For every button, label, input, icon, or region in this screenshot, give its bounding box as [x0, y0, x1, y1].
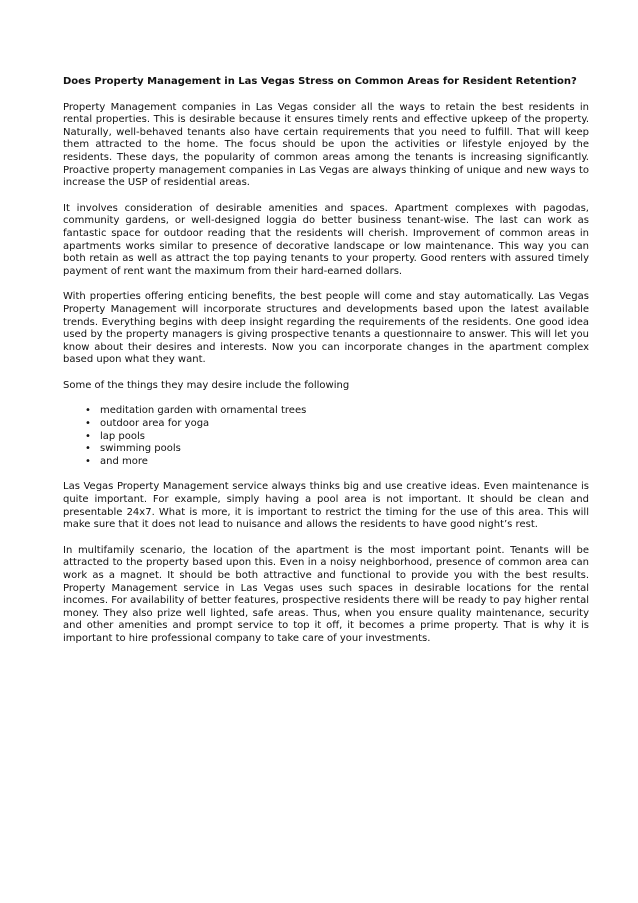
paragraph-maintenance: Las Vegas Property Management service always thinks big and use creative ideas. Even maintenance is quite important. For example, simply having a pool area is not important. It should be clean and presentable 24x7. What is more, it is important to restrict the timing for the use of this area. This will make sure that it does not lead to nuisance and allows the residents to have good night’s rest.: [63, 481, 589, 531]
paragraph-multifamily: In multifamily scenario, the location of the apartment is the most important point. Tenants will be attracted to the property based upon this. Even in a noisy neighborhood, presence of common area can work as a magnet. It should be both attractive and functional to provide you with the best results. Property Management service in Las Vegas uses such spaces in desirable locations for the rental incomes. For availability of better features, prospective residents there will be ready to pay higher rental money. They also prize well lighted, safe areas. Thus, when you ensure quality maintenance, security and other amenities and prompt service to top it off, it becomes a prime property. That is why it is important to hire professional company to take care of your investments.: [63, 544, 589, 644]
list-item-text: and more: [100, 455, 148, 467]
bullet-icon: •: [85, 443, 91, 455]
list-item-text: outdoor area for yoga: [100, 418, 210, 430]
paragraph-amenities: It involves consideration of desirable amenities and spaces. Apartment complexes with pagodas, community gardens, or well-designed loggia do better business tenant-wise. The last can work as fantastic space for outdoor reading that the residents will cherish. Improvement of common areas in apartments works similar to presence of decorative landscape or low maintenance. This way you can both retain as well as attract the top paying tenants to your property. Good renters with assured timely payment of rent want the maximum from their hard-earned dollars.: [63, 202, 589, 277]
list-item: [63, 456, 589, 469]
paragraph-list-intro: Some of the things they may desire include the following: [63, 379, 350, 391]
desire-list: [63, 405, 589, 468]
list-item-text: swimming pools: [100, 443, 181, 455]
list-item-text: lap pools: [100, 430, 146, 442]
list-item: [63, 431, 589, 444]
list-item: [63, 443, 589, 456]
bullet-icon: •: [85, 418, 91, 430]
paragraph-intro: Property Management companies in Las Vegas consider all the ways to retain the best residents in rental properties. This is desirable because it ensures timely rents and effective upkeep of the property. Naturally, well-behaved tenants also have certain requirements that you need to fulfill. That will keep them attracted to the home. The focus should be upon the activities or lifestyle enjoyed by the residents. These days, the popularity of common areas among the tenants is increasing significantly. Proactive property management companies in Las Vegas are always thinking of unique and new ways to increase the USP of residential areas.: [63, 101, 589, 189]
list-item-text: meditation garden with ornamental trees: [100, 405, 307, 417]
list-item: [63, 418, 589, 431]
bullet-icon: •: [85, 430, 91, 442]
paragraph-benefits: With properties offering enticing benefits, the best people will come and stay automatically. Las Vegas Property Management will incorporate structures and developments based upon the latest available trends. Everything begins with deep insight regarding the requirements of the residents. One good idea used by the property managers is giving prospective tenants a questionnaire to answer. This will let you know about their desires and interests. Now you can incorporate changes in the apartment complex based upon what they want.: [63, 291, 589, 366]
list-item: [63, 405, 589, 418]
document-page: [63, 76, 589, 659]
bullet-icon: •: [85, 405, 91, 417]
document-title: Does Property Management in Las Vegas Stress on Common Areas for Resident Retention?: [63, 76, 577, 87]
bullet-icon: •: [85, 455, 91, 467]
